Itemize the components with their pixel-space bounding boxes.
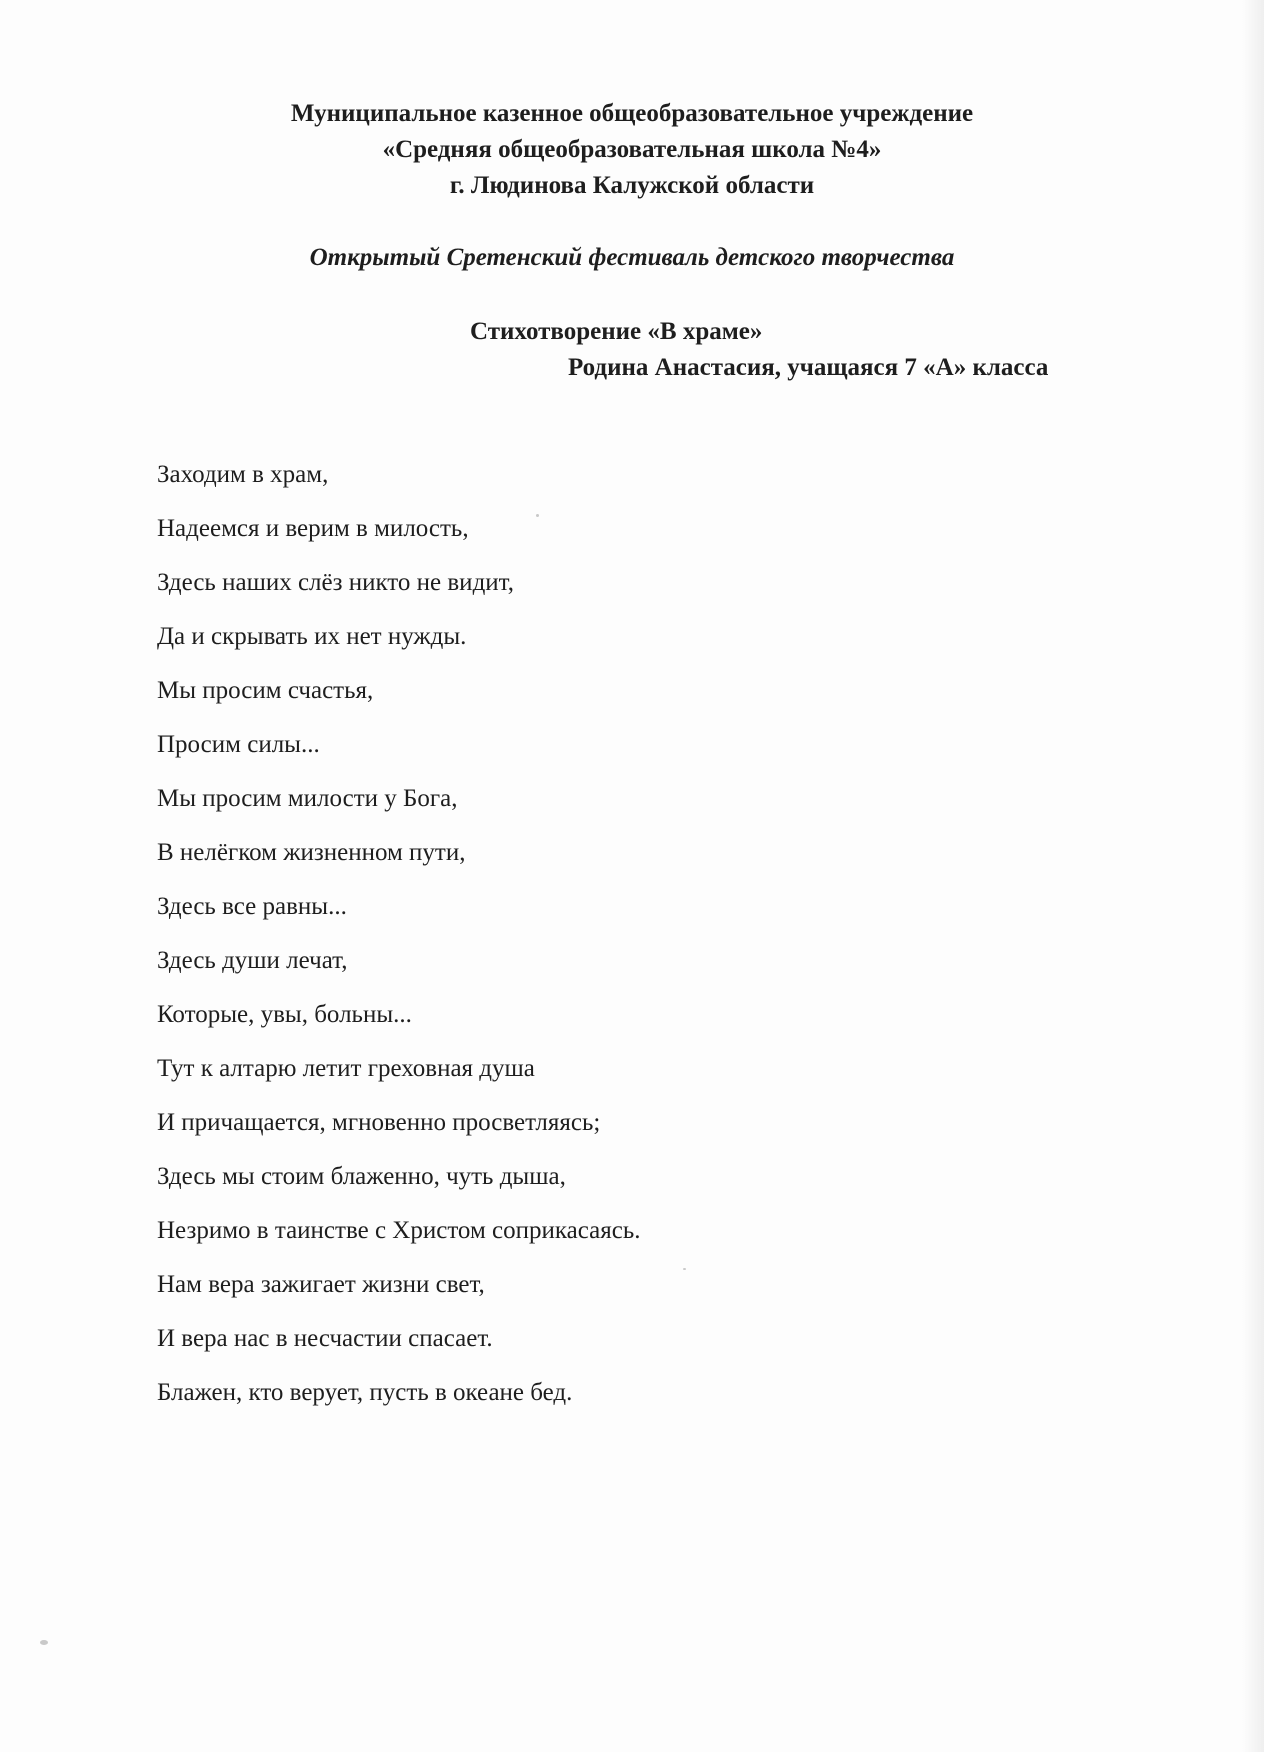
poem-line: Мы просим счастья, [157, 677, 374, 704]
institution-name: Муниципальное казенное общеобразовательное учреждение [290, 100, 974, 127]
poem-line: Просим силы... [157, 731, 320, 758]
poem-line: Тут к алтарю летит греховная душа [157, 1055, 535, 1082]
poem-line: Заходим в храм, [157, 461, 329, 488]
poem-line: Мы просим милости у Бога, [157, 785, 458, 812]
poem-line: Здесь наших слёз никто не видит, [157, 569, 514, 596]
poem-line: В нелёгком жизненном пути, [157, 839, 466, 866]
school-name: «Средняя общеобразовательная школа №4» [382, 136, 882, 163]
institution-header [0, 96, 1264, 204]
poem-title: Стихотворение «В храме» [470, 318, 763, 345]
school-location: г. Людинова Калужской области [449, 172, 815, 199]
poem-line: Здесь мы стоим блаженно, чуть дыша, [157, 1163, 566, 1190]
scan-speck [683, 1268, 686, 1270]
poem-text [157, 460, 640, 1432]
scan-speck [40, 1640, 48, 1645]
poem-line: Здесь души лечат, [157, 947, 348, 974]
festival-title: Открытый Сретенский фестиваль детского творчества [309, 244, 955, 271]
poem-line: Блажен, кто верует, пусть в океане бед. [157, 1379, 573, 1406]
poem-line: И причащается, мгновенно просветляясь; [157, 1109, 601, 1136]
poem-line: Да и скрывать их нет нужды. [157, 623, 467, 650]
poem-line: Нам вера зажигает жизни свет, [157, 1271, 485, 1298]
author-line: Родина Анастасия, учащаяся 7 «А» класса [568, 354, 1049, 381]
poem-line: Незримо в таинстве с Христом соприкасаясь. [157, 1217, 641, 1244]
poem-line: Надеемся и верим в милость, [157, 515, 469, 542]
poem-line: Которые, увы, больны... [157, 1001, 412, 1028]
poem-line: И вера нас в несчастии спасает. [157, 1325, 493, 1352]
poem-line: Здесь все равны... [157, 893, 347, 920]
